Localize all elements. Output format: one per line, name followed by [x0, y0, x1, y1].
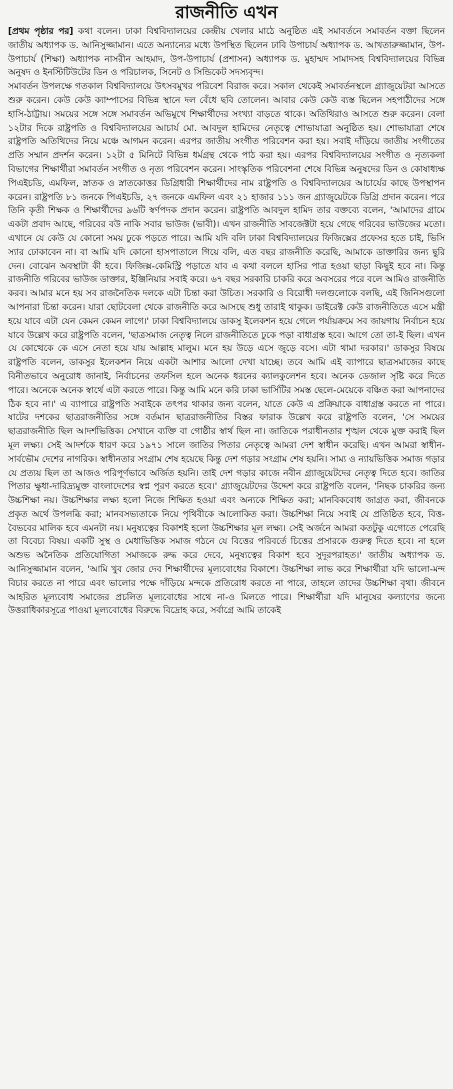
- continuation-tag: [প্রথম পৃষ্ঠার পর]: [8, 27, 74, 37]
- paragraph-text: কথা বলেন। ঢাকা বিশ্ববিদ্যালয়ের কেন্দ্রীয় খেলার মাঠে অনুষ্ঠিত এই সমাবর্তনে সমাবর্তন বক্তা ছিলেন জাতীয় অধ্যাপক ড. আনিসুজ্জামান। এতে অন্যান্যের মধ্যে উপস্থিত ছিলেন ঢাবি উপাচার্য অধ্যাপক ড. আখতারুজ্জামান, উপ-উপাচার্য (শিক্ষা) অধ্যাপক নাসরীন আহমাদ, উপ-উপাচার্য (প্রশাসন) অধ্যাপক ড. মুহাম্মদ সামাদসহ বিশ্ববিদ্যালয়ের বিভিন্ন অনুষদ ও ইনস্টিটিউটের ডিন ও পরিচালক, সিনেট ও সিন্ডিকেট সদস্যবৃন্দ।: [8, 27, 446, 79]
- paragraph-2: সমাবর্তন উপলক্ষে গতকাল বিশ্ববিদ্যালয়ে উৎসবমুখর পরিবেশ বিরাজ করে। সকাল থেকেই সমাবর্তনস্থলে গ্র্যাজুয়েটরা আসতে শুরু করেন। কেউ কেউ ক্যাম্পাসের বিভিন্ন স্থানে দল বেঁধে ছবি তোলেন। আবার কেউ কেউ ব্যস্ত ছিলেন সহপাঠীদের সঙ্গে হাসি-ঠাট্টায়। সময়ের সঙ্গে সঙ্গে সমাবর্তন অভিমুখে শিক্ষার্থীদের সংখ্যা বাড়তে থাকে। অতিথিরাও আসতে শুরু করেন। বেলা ১২টার দিকে রাষ্ট্রপতি ও বিশ্ববিদ্যালয়ের আচার্য মো. আবদুল হামিদের নেতৃত্বে শোভাযাত্রা অনুষ্ঠিত হয়। শোভাযাত্রা শেষে রাষ্ট্রপতি অতিথিদের নিয়ে মঞ্চে আগমন করেন। এরপর জাতীয় সংগীত পরিবেশন করা হয়। সবাই দাঁড়িয়ে জাতীয় সংগীতের প্রতি সম্মান প্রদর্শন করেন। ১২টা ৫ মিনিটে বিভিন্ন ধর্মগ্রন্থ থেকে পাঠ করা হয়। এরপর বিশ্ববিদ্যালয়ের সংগীত ও নৃত্যকলা বিভাগের শিক্ষার্থীরা সমাবর্তন সংগীত ও নৃত্য পরিবেশন করেন। সাংস্কৃতিক পরিবেশনা শেষে বিভিন্ন অনুষদের ডিন ও কোষাধ্যক্ষ পিএইচডি, এমফিল, স্নাতক ও স্নাতকোত্তর ডিগ্রিধারী শিক্ষার্থীদের নাম রাষ্ট্রপতি ও বিশ্ববিদ্যালয়ের আচার্যের কাছে উপস্থাপন করেন। রাষ্ট্রপতি ৮১ জনকে পিএইচডি, ২৭ জনকে এমফিল এবং ২১ হাজার ১১১ জন গ্র্যাজুয়েটকে ডিগ্রি প্রদান করেন। পরে তিনি কৃতী শিক্ষক ও শিক্ষার্থীদের ৯৬টি স্বর্ণপদক প্রদান করেন। রাষ্ট্রপতি আবদুল হামিদ তার বক্তব্যে বলেন, 'আমাদের গ্রামে একটা প্রবাদ আছে, গরিবের বউ নাকি সবার ভাউজ (ভাবী)। এখন রাজনীতি সাবজেক্টটা হয়ে গেছে গরিবের ভাউজের মতো। এখানে যে কেউ যে কোনো সময় ঢুকে পড়তে পারে। আমি যদি বলি ঢাকা বিশ্ববিদ্যালয়ের ফিজিক্সের প্রফেসর হতে চাই, ভিসি স্যার ঢোকাবেন না। বা আমি যদি কোনো হাসপাতালে গিয়ে বলি, এত বছর রাজনীতি করেছি, আমাকে ডাক্তারির জন্য ছুরি দেন। বোঝেন অবস্থাটা কী হবে। ফিজিক্স-কেমিস্ট্রি পড়াতে যাব এ কথা বললে হাসির পাত্র হওয়া ছাড়া কিছুই হবে না। কিন্তু রাজনীতি গরিবের ভাউজ ডাক্তার, ইঞ্জিনিয়ার সবাই করে। ৬৭ বছর সরকারি চাকরি করে অবসরের পরে বলে আমিও রাজনীতি করব। আমার মনে হয় সব রাজনৈতিক দলকে এটা চিন্তা করা উচিত। সরকারি ও বিরোধী দলগুলোকে বলছি, এই জিনিসগুলো আপনারা চিন্তা করেন। যারা ছোটবেলা থেকে রাজনীতি করে আসছে শুধু তারাই থাকুক। ডাইরেক্ট কেউ রাজনীতিতে এসে মন্ত্রী হয়ে যাবে এটা যেন কেমন কেমন লাগে।' ঢাকা বিশ্ববিদ্যালয়ে ডাকসু ইলেকশন হয়ে গেলে পর্যায়ক্রমে সব জায়গায় নির্বাচন হয়ে যাবে উল্লেখ করে রাষ্ট্রপতি বলেন, 'ছাত্রসমাজ নেতৃত্ব নিলে রাজনীতিতে ঢুকে পড়া বাধাগ্রস্ত হবে। আগে তো তা-ই ছিল। এখন যে কোত্থেকে কে এসে নেতা হয়ে যায় আল্লাহ মালুম। মনে হয় উড়ে এসে জুড়ে বসে। এটা থামা দরকার।' ডাকসুর বিষয়ে রাষ্ট্রপতি বলেন, ডাকসুর ইলেকশন নিয়ে একটা আশার আলো দেখা যাচ্ছে। তবে আমি এই ব্যাপারে ছাত্রসমাজের কাছে বিনীতভাবে অনুরোধ জানাই, নির্বাচনের তফসিল হলে অনেক ধরনের ক্যালকুলেশন হবে। অনেক ডেজাল সৃষ্টি করে দিতে পারে। অনেকে অনেক স্বার্থে এটা করতে পারে। কিন্তু আমি মনে করি ঢাকা ভার্সিটির সমস্ত ছেলে-মেয়েকে বঞ্চিত করা আপনাদের ঠিক হবে না।' এ ব্যাপারে রাষ্ট্রপতি সবাইকে তৎপর থাকার জন্য বলেন, যাতে কেউ এ প্রক্রিয়াকে বাধাগ্রস্ত করতে না পারে। ষাটের দশকের ছাত্ররাজনীতির সঙ্গে বর্তমান ছাত্ররাজনীতির বিস্তর ফারাক উল্লেখ করে রাষ্ট্রপতি বলেন, 'সে সময়ের ছাত্ররাজনীতি ছিল আদর্শভিত্তিক। সেখানে ব্যক্তি বা গোষ্ঠীর স্বার্থ ছিল না। জাতিকে পরাধীনতার শৃঙ্খল থেকে মুক্ত করাই ছিল মূল লক্ষ্য। সেই আদর্শকে ধারণ করে ১৯৭১ সালে জাতির পিতার নেতৃত্বে আমরা দেশ স্বাধীন করেছি। এখন আমরা স্বাধীন-সার্বভৌম দেশের নাগরিক। স্বাধীনতার সংগ্রাম শেষ হয়েছে কিন্তু দেশ গড়ার সংগ্রাম শেষ হয়নি। সাম্য ও ন্যায়ভিত্তিক সমাজ গড়ার যে প্রত্যয় ছিল তা আজও পরিপূর্ণভাবে অর্জিত হয়নি। তাই দেশ গড়ার কাজে নবীন গ্র্যাজুয়েটদের নেতৃত্ব দিতে হবে। জাতির পিতার ক্ষুধা-দারিদ্র্যমুক্ত বাংলাদেশের স্বপ্ন পূরণ করতে হবে।' গ্র্যাজুয়েটদের উদ্দেশ করে রাষ্ট্রপতি বলেন, 'নিছক চাকরির জন্য উচ্চশিক্ষা নয়। উচ্চশিক্ষার লক্ষ্য হলো নিজে শিক্ষিত হওয়া এবং অন্যকে শিক্ষিত করা; মানবিকবোধ জাগ্রত করা, জীবনকে প্রকৃত অর্থে উপলব্ধি করা; মানবসভ্যতাকে নিয়ে পৃথিবীকে আলোকিত করা। উচ্চশিক্ষা নিয়ে সবাই যে প্রতিষ্ঠিত হবে, বিত্ত-বৈভবের মালিক হবে এমনটা নয়। মনুষ্যত্বের বিকাশই হলো উচ্চশিক্ষার মূল লক্ষ্য। সেই অর্জনে আমরা কতটুকু এগোতে পেরেছি তা বিবেচ্য বিষয়। একটি সুস্থ ও মেধাভিত্তিক সমাজ গঠনে যে বিত্তের পরিবর্তে চিত্তের প্রসারকে গুরুত্ব দিতে হবে। না হলে অশুভ অনৈতিক প্রতিযোগিতা সমাজকে রুদ্ধ করে দেবে, মনুষ্যত্বের বিকাশ হবে সুদূরপরাহত।' জাতীয় অধ্যাপক ড. আনিসুজ্জামান বলেন, 'আমি খুব জোর দেব শিক্ষার্থীদের মূল্যবোধের বিকাশে। উচ্চশিক্ষা লাভ করে শিক্ষার্থীরা যদি ভালো-মন্দ বিচার করতে না পারে এবং ভালোর পক্ষে দাঁড়িয়ে মন্দকে প্রতিরোধ করতে না পারে, তাহলে তাদের উচ্চশিক্ষা বৃথা। জীবনে আহরিত মূল্যবোধ সমাজের প্রচলিত মূল্যবোধের সাথে না-ও মিলতে পারে। শিক্ষার্থীরা যদি মানুষের কল্যাণের জন্যে উত্তরাধিকারসূত্রে পাওয়া মূল্যবোধের বিরুদ্ধে বিদ্রোহ করে, সর্বাগ্রে আমি তাকেই: [8, 82, 445, 617]
- article-body: [8, 26, 445, 619]
- headline: রাজনীতি এখন: [175, 3, 278, 23]
- paragraph-1: [8, 26, 445, 81]
